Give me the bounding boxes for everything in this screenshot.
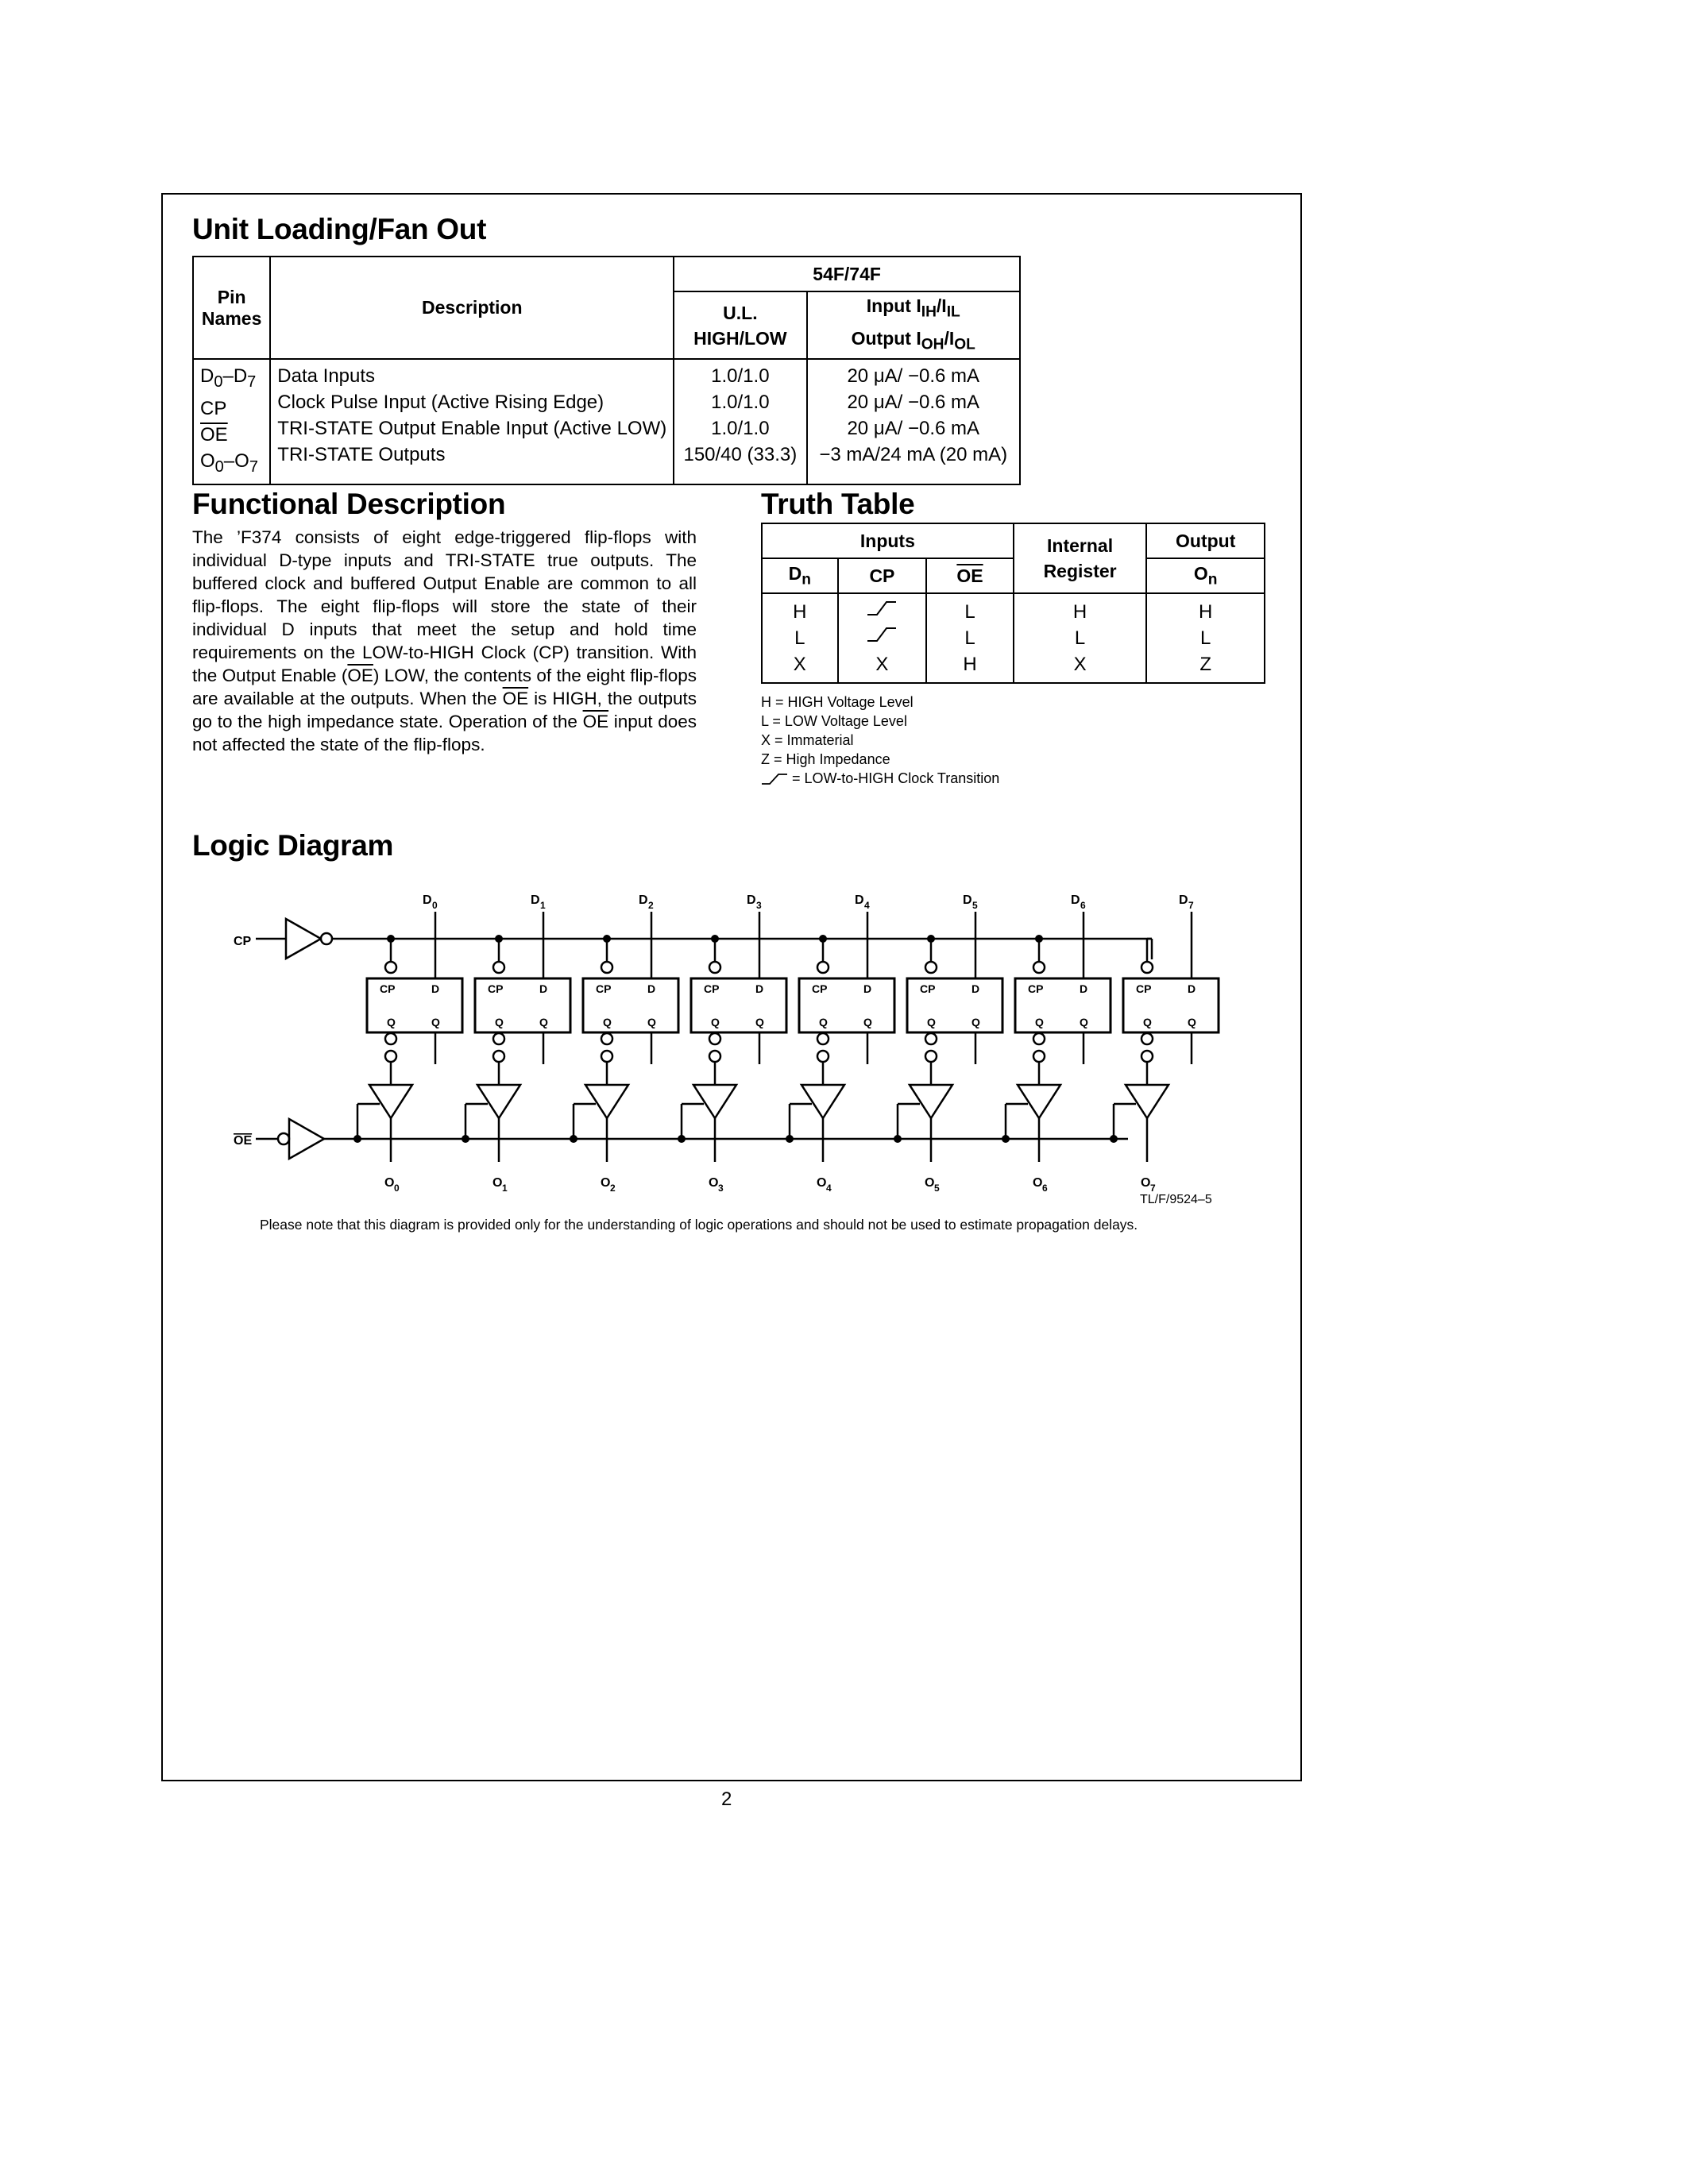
ff-d-label: D (1080, 982, 1088, 995)
truth-table (761, 523, 1265, 684)
tristate-buffer (802, 1085, 844, 1118)
oe-junction (462, 1135, 469, 1143)
pin-names-header: Pin Names (193, 257, 270, 359)
output-header: Output (1146, 523, 1265, 558)
ff-d-label: D (755, 982, 764, 995)
internal-register-header: Internal Register (1014, 523, 1147, 593)
oe-junction (570, 1135, 577, 1143)
output-label: O (709, 1176, 719, 1190)
tristate-buffer (693, 1085, 736, 1118)
ff-q-label: Q (647, 1016, 656, 1028)
io-header: Input $I_{IH}/I_{IL}$ Output $I_{OH}/I_{OL}$ (807, 291, 1021, 359)
tristate-buffer (1126, 1085, 1168, 1118)
oe-junction (1002, 1135, 1010, 1143)
rising-edge-icon (866, 625, 898, 644)
page-number: 2 (721, 1788, 732, 1810)
data-input-label: D (855, 893, 864, 907)
clock-bubble (601, 962, 612, 973)
oe-column: L L H (926, 593, 1014, 683)
buffer-input-bubble (925, 1051, 937, 1062)
output-index: 5 (934, 1183, 940, 1194)
ff-d-label: D (1188, 982, 1196, 995)
output-label: O (817, 1176, 827, 1190)
truth-table-legend (761, 693, 999, 788)
output-label: O (1141, 1176, 1151, 1190)
unit-loading-title: Unit Loading/Fan Out (192, 213, 487, 245)
qbar-bubble (1033, 1033, 1045, 1044)
legend-item: L = LOW Voltage Level (761, 713, 907, 729)
ff-qbar-label: Q (819, 1016, 828, 1028)
ff-d-label: D (539, 982, 548, 995)
group-header: 54F/74F (674, 257, 1020, 291)
ff-qbar-label: Q (1143, 1016, 1152, 1028)
cp-column: X (838, 593, 927, 683)
oe-junction (1110, 1135, 1118, 1143)
data-input-index: 2 (648, 900, 654, 911)
data-input-index: 6 (1080, 900, 1086, 911)
ff-cp-label: CP (1028, 982, 1044, 995)
data-input-index: 3 (756, 900, 762, 911)
ff-qbar-label: Q (603, 1016, 612, 1028)
ff-cp-label: CP (488, 982, 504, 995)
qbar-bubble (1141, 1033, 1153, 1044)
logic-diagram-title: Logic Diagram (192, 829, 394, 862)
qbar-bubble (493, 1033, 504, 1044)
ff-cp-label: CP (812, 982, 828, 995)
qbar-bubble (385, 1033, 396, 1044)
legend-item: Z = High Impedance (761, 751, 890, 767)
clock-bubble (709, 962, 720, 973)
qbar-bubble (817, 1033, 829, 1044)
data-input-label: D (963, 893, 972, 907)
output-label: O (384, 1176, 395, 1190)
output-index: 2 (610, 1183, 616, 1194)
legend-item: X = Immaterial (761, 732, 854, 748)
ff-cp-label: CP (1136, 982, 1152, 995)
ff-qbar-label: Q (495, 1016, 504, 1028)
tristate-buffer (477, 1085, 520, 1118)
output-label: O (925, 1176, 935, 1190)
legend-item: H = HIGH Voltage Level (761, 694, 914, 710)
rising-edge-icon (866, 599, 898, 618)
output-index: 3 (718, 1183, 724, 1194)
functional-title: Functional Description (192, 488, 506, 520)
ff-cp-label: CP (704, 982, 720, 995)
output-index: 7 (1150, 1183, 1156, 1194)
data-input-label: D (423, 893, 432, 907)
inputs-header: Inputs (762, 523, 1014, 558)
dn-column: H L X (762, 593, 838, 683)
qbar-bubble (925, 1033, 937, 1044)
ff-qbar-label: Q (387, 1016, 396, 1028)
ff-q-label: Q (431, 1016, 440, 1028)
output-label: O (601, 1176, 611, 1190)
figure-code: TL/F/9524–5 (1140, 1193, 1212, 1206)
data-input-label: D (531, 893, 540, 907)
ff-q-label: Q (539, 1016, 548, 1028)
oe-buffer (289, 1119, 324, 1159)
cp-header: CP (838, 558, 927, 593)
ff-q-label: Q (863, 1016, 872, 1028)
on-header: $O_n$ (1146, 558, 1265, 593)
logic-diagram (222, 880, 1247, 1198)
ul-header: U.L. HIGH/LOW (674, 291, 806, 359)
ff-q-label: Q (1080, 1016, 1088, 1028)
output-column: H L Z (1146, 593, 1265, 683)
tristate-buffer (1018, 1085, 1060, 1118)
data-input-label: D (1179, 893, 1188, 907)
ff-d-label: D (647, 982, 656, 995)
buffer-input-bubble (385, 1051, 396, 1062)
rising-edge-icon (761, 772, 788, 786)
clock-bubble (1033, 962, 1045, 973)
ff-d-label: D (971, 982, 980, 995)
data-input-label: D (747, 893, 756, 907)
clock-bubble (1141, 962, 1153, 973)
oe-junction (786, 1135, 794, 1143)
buffer-input-bubble (817, 1051, 829, 1062)
ff-cp-label: CP (380, 982, 396, 995)
ff-d-label: D (431, 982, 440, 995)
ul-column: 1.0/1.0 1.0/1.0 1.0/1.0 150/40 (33.3) (674, 359, 806, 484)
data-input-index: 1 (540, 900, 546, 911)
output-label: O (1033, 1176, 1043, 1190)
pin-column: $D_0-D_7$ CP $\overline{OE}$ $O_0-O_7$ (193, 359, 270, 484)
diagram-note: Please note that this diagram is provided only for the understanding of logic operations and should not be used to estimate propagation delays. (260, 1217, 1138, 1233)
data-input-label: D (1071, 893, 1080, 907)
buffer-input-bubble (1141, 1051, 1153, 1062)
data-input-index: 5 (972, 900, 978, 911)
functional-paragraph: The ’F374 consists of eight edge-triggered flip-flops with individual D-type inputs and TRI-STATE true outputs. The buffered clock and buffered Output Enable are common to all flip-flops. The eight flip-flops will store the state of their individual D inputs that meet the setup and hold time requirements on the LOW-to-HIGH Clock (CP) transition. With the Output Enable $(\overline{OE})$ LOW, the contents of the eight flip-flops are available at the outputs. When the $\overline{OE}$ is HIGH, the outputs go to the high impedance state. Operation of the $\overline{OE}$ input does not affected the state of the flip-flops. (192, 527, 697, 754)
output-index: 4 (826, 1183, 832, 1194)
cp-inverter-bubble (321, 933, 332, 944)
output-index: 1 (502, 1183, 508, 1194)
oe-junction (353, 1135, 361, 1143)
data-input-index: 0 (432, 900, 438, 911)
legend-item: = LOW-to-HIGH Clock Transition (761, 769, 999, 788)
oe-input-label: OE (234, 1134, 253, 1148)
ff-q-label: Q (971, 1016, 980, 1028)
oe-header: $\overline{OE}$ (926, 558, 1014, 593)
tristate-buffer (585, 1085, 628, 1118)
output-index: 6 (1042, 1183, 1048, 1194)
ff-cp-label: CP (596, 982, 612, 995)
dn-header: $D_n$ (762, 558, 838, 593)
oe-junction (678, 1135, 686, 1143)
tristate-buffer (369, 1085, 412, 1118)
oe-junction (894, 1135, 902, 1143)
buffer-input-bubble (1033, 1051, 1045, 1062)
data-input-index: 4 (864, 900, 870, 911)
output-index: 0 (394, 1183, 400, 1194)
output-label: O (492, 1176, 503, 1190)
buffer-input-bubble (601, 1051, 612, 1062)
io-column: 20 μA/ −0.6 mA 20 μA/ −0.6 mA 20 μA/ −0.6 mA −3 mA/24 mA (20 mA) (807, 359, 1021, 484)
ff-cp-label: CP (920, 982, 936, 995)
cp-buffer (286, 919, 321, 959)
ff-d-label: D (863, 982, 872, 995)
cp-input-label: CP (234, 935, 252, 948)
buffer-input-bubble (493, 1051, 504, 1062)
buffer-input-bubble (709, 1051, 720, 1062)
ff-qbar-label: Q (927, 1016, 936, 1028)
data-input-index: 7 (1188, 900, 1194, 911)
qbar-bubble (601, 1033, 612, 1044)
register-column: H L X (1014, 593, 1147, 683)
ff-qbar-label: Q (711, 1016, 720, 1028)
description-column: Data Inputs Clock Pulse Input (Active Rising Edge) TRI-STATE Output Enable Input (Active LOW) TRI-STATE Outputs (270, 359, 674, 484)
unit-loading-table (192, 256, 1021, 485)
clock-bubble (493, 962, 504, 973)
clock-bubble (925, 962, 937, 973)
tristate-buffer (910, 1085, 952, 1118)
clock-bubble (385, 962, 396, 973)
oe-inverter-bubble (278, 1133, 289, 1144)
truth-table-title: Truth Table (761, 488, 915, 520)
ff-q-label: Q (755, 1016, 764, 1028)
data-input-label: D (639, 893, 648, 907)
description-header: Description (270, 257, 674, 359)
qbar-bubble (709, 1033, 720, 1044)
ff-q-label: Q (1188, 1016, 1196, 1028)
clock-bubble (817, 962, 829, 973)
ff-qbar-label: Q (1035, 1016, 1044, 1028)
